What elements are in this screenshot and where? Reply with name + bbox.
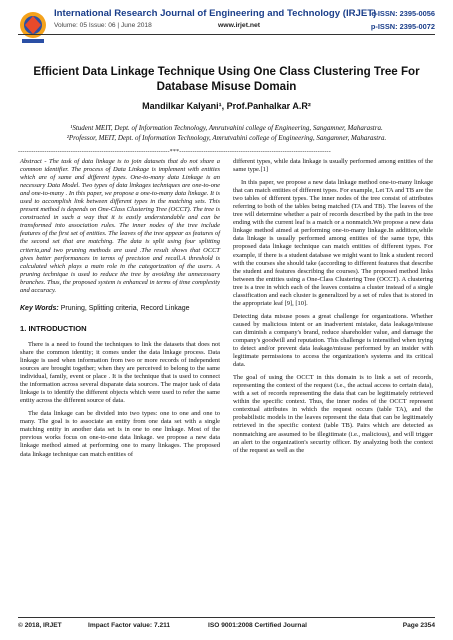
- volume-issue: Volume: 05 Issue: 06 | June 2018: [54, 22, 152, 29]
- section-heading: 1. INTRODUCTION: [20, 323, 87, 333]
- keywords-text: Pruning, Splitting criteria, Record Linkage: [58, 304, 190, 312]
- intro-paragraph-2: The data linkage can be divided into two types: one to one and one to many. The goal is to associate an entity from one data set with a single matching entity in another data set is in one to one linkage. Most of the previous works focus on one-to-one data linkage. we propose a new data linkage method aimed at performing one to many linkages. The proposed data linkage technique can match entities of: [20, 410, 220, 458]
- intro-paragraph-1: There is a need to found the techniques to link the datasets that does not share the common identity; it comes under the data linkage process. Data linkage is used when information from two or more records of independent sources are brought together; when they are perceived to belong to the same individual, family, event or place . It is the technique that is used to connect the information across several disparate data sources. The major task of data linkage is to identify the different objects which were used to refer the same entity across the different source of data.: [20, 340, 220, 405]
- right-column: [233, 158, 433, 460]
- footer-divider: [18, 617, 435, 618]
- header-divider: [18, 34, 435, 35]
- paper-title: Efficient Data Linkage Technique Using One Class Clustering Tree For Database Misuse Domain: [33, 65, 420, 93]
- footer-page-number: Page 2354: [402, 622, 435, 629]
- right-paragraph-3: Detecting data misuse poses a great challenge for organizations. Whether caused by malicious intent or an inadvertent mistake, data leakage/misuse can diminish a company's brand, reduce shareholder value, and damage the company's goodwill and reputation. This challenge is intensified when trying to detect and/or prevent data leakage/misuse performed by an insider with legitimate permissions to access the organization's systems and its critical data.: [233, 312, 433, 369]
- journal-website[interactable]: www.irjet.net: [218, 22, 261, 29]
- irjet-logo-icon: [18, 10, 48, 44]
- abstract: Abstract - The task of data linkage is to join datasets that do not share a common identifier. The process of Data Linkage is implement with entities which are of same and different types. One-to-many data Linkage is an necessary Data Model. Two types of data linkages techniques are one-to-one and one-to-many . In this paper, we propose a one-to-many data linkage. It is used to accomplish link between different types in the matching sets. This present method is depends on One-Class Clustering Tree (OCCT). The tree is constructed in such a way that it is easily understandable and can be transformed into association rules. The inner nodes of the tree include features of the first set of entities. The leaves of the tree appear as features of the second set that are matching. The data is split using four splitting criteria,and two pruning methods are used .The result shows that OCCT gives better performances in terms of precision and recall.A threshold is calculated which plays a main role in the categorization of the users. A pruning technique is used to reduce the tree by avoiding the unnecessary branches. Thus, the proposed system is enhanced in terms of time complexity and accuracy.: [20, 158, 220, 294]
- keywords-label: Key Words:: [20, 304, 59, 312]
- footer-iso: ISO 9001:2008 Certified Journal: [208, 622, 307, 629]
- affiliation-2: ²Professor, MEIT, Dept. of Information Technology, Amrutvahini college of Engineering, Sangamner, Maharastra.: [66, 134, 387, 142]
- e-issn: e-ISSN: 2395-0056: [371, 9, 435, 18]
- p-issn: p-ISSN: 2395-0072: [370, 22, 435, 31]
- right-paragraph-4: The goal of using the OCCT in this domain is to link a set of records, representing the context of the request (i.e., the actual access to certain data), with a set of records representing the data that can be legitimately retrieved within the specific context. Thus, the inner nodes of the OCCT represent contextual attributes in which the request occurs (table TA), and the probabilistic models in the leaves represent the data that can be legitimately retrieved in the specific context (table TB). Pairs which are detected as nonmatching are assumed to be illegitimate (i.e., malicious), and will trigger an alert to the organization's security officer. By analyzing both the context of the request as well as the: [233, 374, 433, 454]
- paper-authors: Mandilkar Kalyani¹, Prof.Panhalkar A.R²: [142, 101, 311, 111]
- right-paragraph-2: In this paper, we propose a new data linkage method one-to-many linkage that can match entities of different types. For example, Let TA and TB are the two tables of different types. The inner nodes of the tree consist of attributes referring to both of the tables being matched (TA and TB). The leaves of the tree will determine whether a pair of records described by the path in the tree ending with the current leaf is a match or a nonmatch.We propose a new data linkage method aimed at performing one-to-many linkage.In addition,while data linkage is usually performed among entities of the same type, this proposed data linkage technique can match entities of different types. For example, if there is a student database we might want to link a student record with the courses she should take (according to different features that describe the student and features describing the courses). The proposed method links between the entities using a One-Class Clustering Tree (OCCT). A clustering tree is a tree in which each of the leaves contains a cluster instead of a single classification and each cluster is generalized by a set of rules that is stored in the appropriate leaf [9], [10].: [233, 179, 433, 307]
- right-paragraph-1: different types, while data linkage is usually performed among entities of the same type.[1]: [233, 158, 433, 174]
- footer-copyright: © 2018, IRJET: [18, 622, 62, 629]
- journal-name: International Research Journal of Engineering and Technology (IRJET): [54, 8, 377, 19]
- footer-impact-factor: Impact Factor value: 7.211: [88, 622, 171, 629]
- journal-header: [18, 8, 435, 56]
- affiliation-1: ¹Student MEIT, Dept. of Information Technology, Amrutvahini college of Engineering, Sangamner, Maharastra.: [70, 124, 383, 132]
- left-column: [20, 158, 220, 464]
- keywords: [20, 305, 220, 313]
- section-separator: ---------------------------------------------------------------------***---------------------------------------------------------------------: [18, 149, 331, 155]
